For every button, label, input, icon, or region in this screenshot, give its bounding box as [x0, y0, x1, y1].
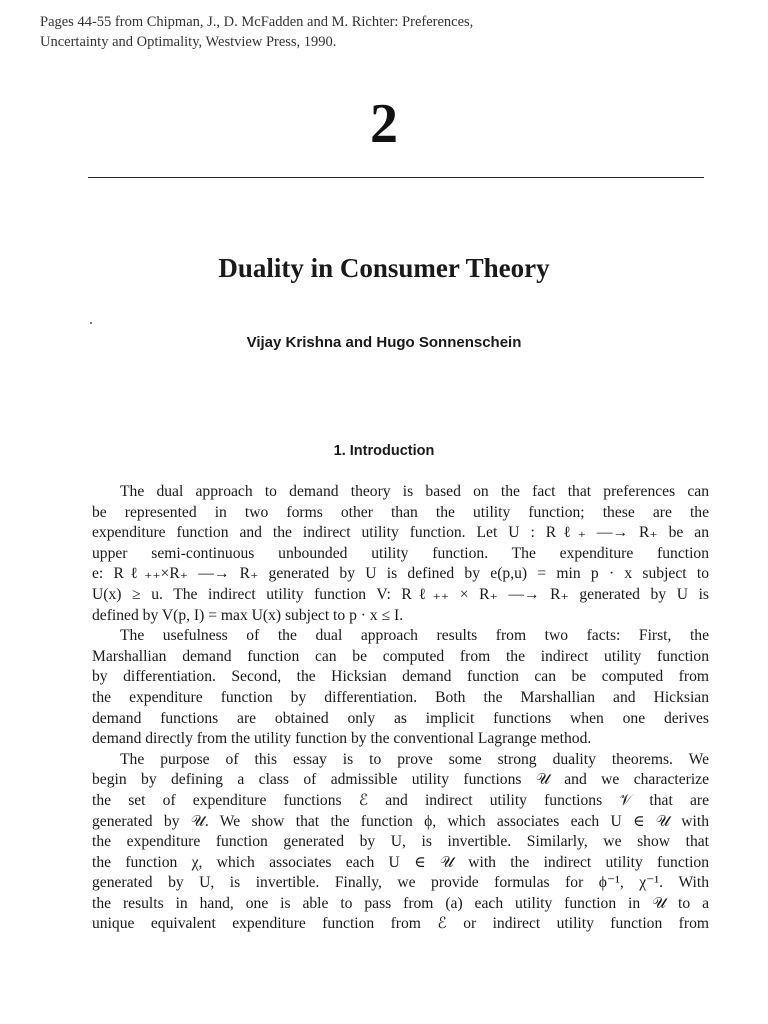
body-line: U(x) ≥ u. The indirect utility function V: Rℓ₊₊ × R₊ —→ R₊ generated by U is [92, 585, 709, 603]
authors: Vijay Krishna and Hugo Sonnenschein [246, 334, 522, 351]
body-line: demand functions are obtained only as implicit functions when one derives [92, 709, 709, 727]
body-line: by differentiation. Second, the Hicksian demand function can be computed from [92, 668, 709, 686]
citation-line-2: Uncertainty and Optimality, Westview Press, 1990. [40, 34, 337, 50]
body-line: The dual approach to demand theory is based on the fact that preferences can [120, 483, 709, 500]
body-line: the function χ, which associates each U ∈ 𝒰 with the indirect utility function [92, 853, 709, 871]
section-heading: 1. Introduction [333, 443, 435, 459]
body-line: the expenditure function generated by U, is invertible. Similarly, we show that [92, 833, 709, 851]
body-line: upper semi-continuous unbounded utility function. The expenditure function [92, 544, 709, 562]
scan-speck [90, 322, 92, 324]
body-text [92, 482, 709, 935]
body-line: the expenditure function by differentiation. Both the Marshallian and Hicksian [92, 688, 709, 706]
body-line: be represented in two forms other than the utility function; these are the [92, 503, 709, 521]
chapter-number: 2 [370, 93, 398, 155]
body-line: Marshallian demand function can be computed from the indirect utility function [92, 647, 709, 665]
body-line: demand directly from the utility function by the conventional Lagrange method. [92, 730, 592, 748]
citation-line-1: Pages 44-55 from Chipman, J., D. McFadden and M. Richter: Preferences, [40, 14, 474, 30]
body-line: generated by U, is invertible. Finally, we provide formulas for ϕ⁻¹, χ⁻¹. With [92, 874, 709, 892]
body-line: The purpose of this essay is to prove some strong duality theorems. We [120, 750, 709, 768]
chapter-title: Duality in Consumer Theory [218, 253, 550, 283]
body-line: unique equivalent expenditure function from ℰ or indirect utility function from [92, 915, 709, 933]
body-line: the set of expenditure functions ℰ and indirect utility functions 𝒱 that are [92, 791, 709, 809]
body-line: defined by V(p, I) = max U(x) subject to p · x ≤ I. [92, 606, 404, 624]
chapter-rule [88, 177, 704, 178]
body-line: the results in hand, one is able to pass from (a) each utility function in 𝒰 to a [92, 894, 709, 912]
body-line: expenditure function and the indirect utility function. Let U : Rℓ₊ —→ R₊ be an [92, 524, 709, 542]
citation-header [40, 12, 730, 52]
body-line: begin by defining a class of admissible utility functions 𝒰 and we characterize [92, 771, 709, 789]
body-line: The usefulness of the dual approach results from two facts: First, the [120, 627, 709, 645]
body-line: e: Rℓ₊₊×R₊ —→ R₊ generated by U is defined by e(p,u) = min p · x subject to [92, 565, 709, 583]
body-line: generated by 𝒰. We show that the function ϕ, which associates each U ∈ 𝒰 with [92, 812, 709, 830]
